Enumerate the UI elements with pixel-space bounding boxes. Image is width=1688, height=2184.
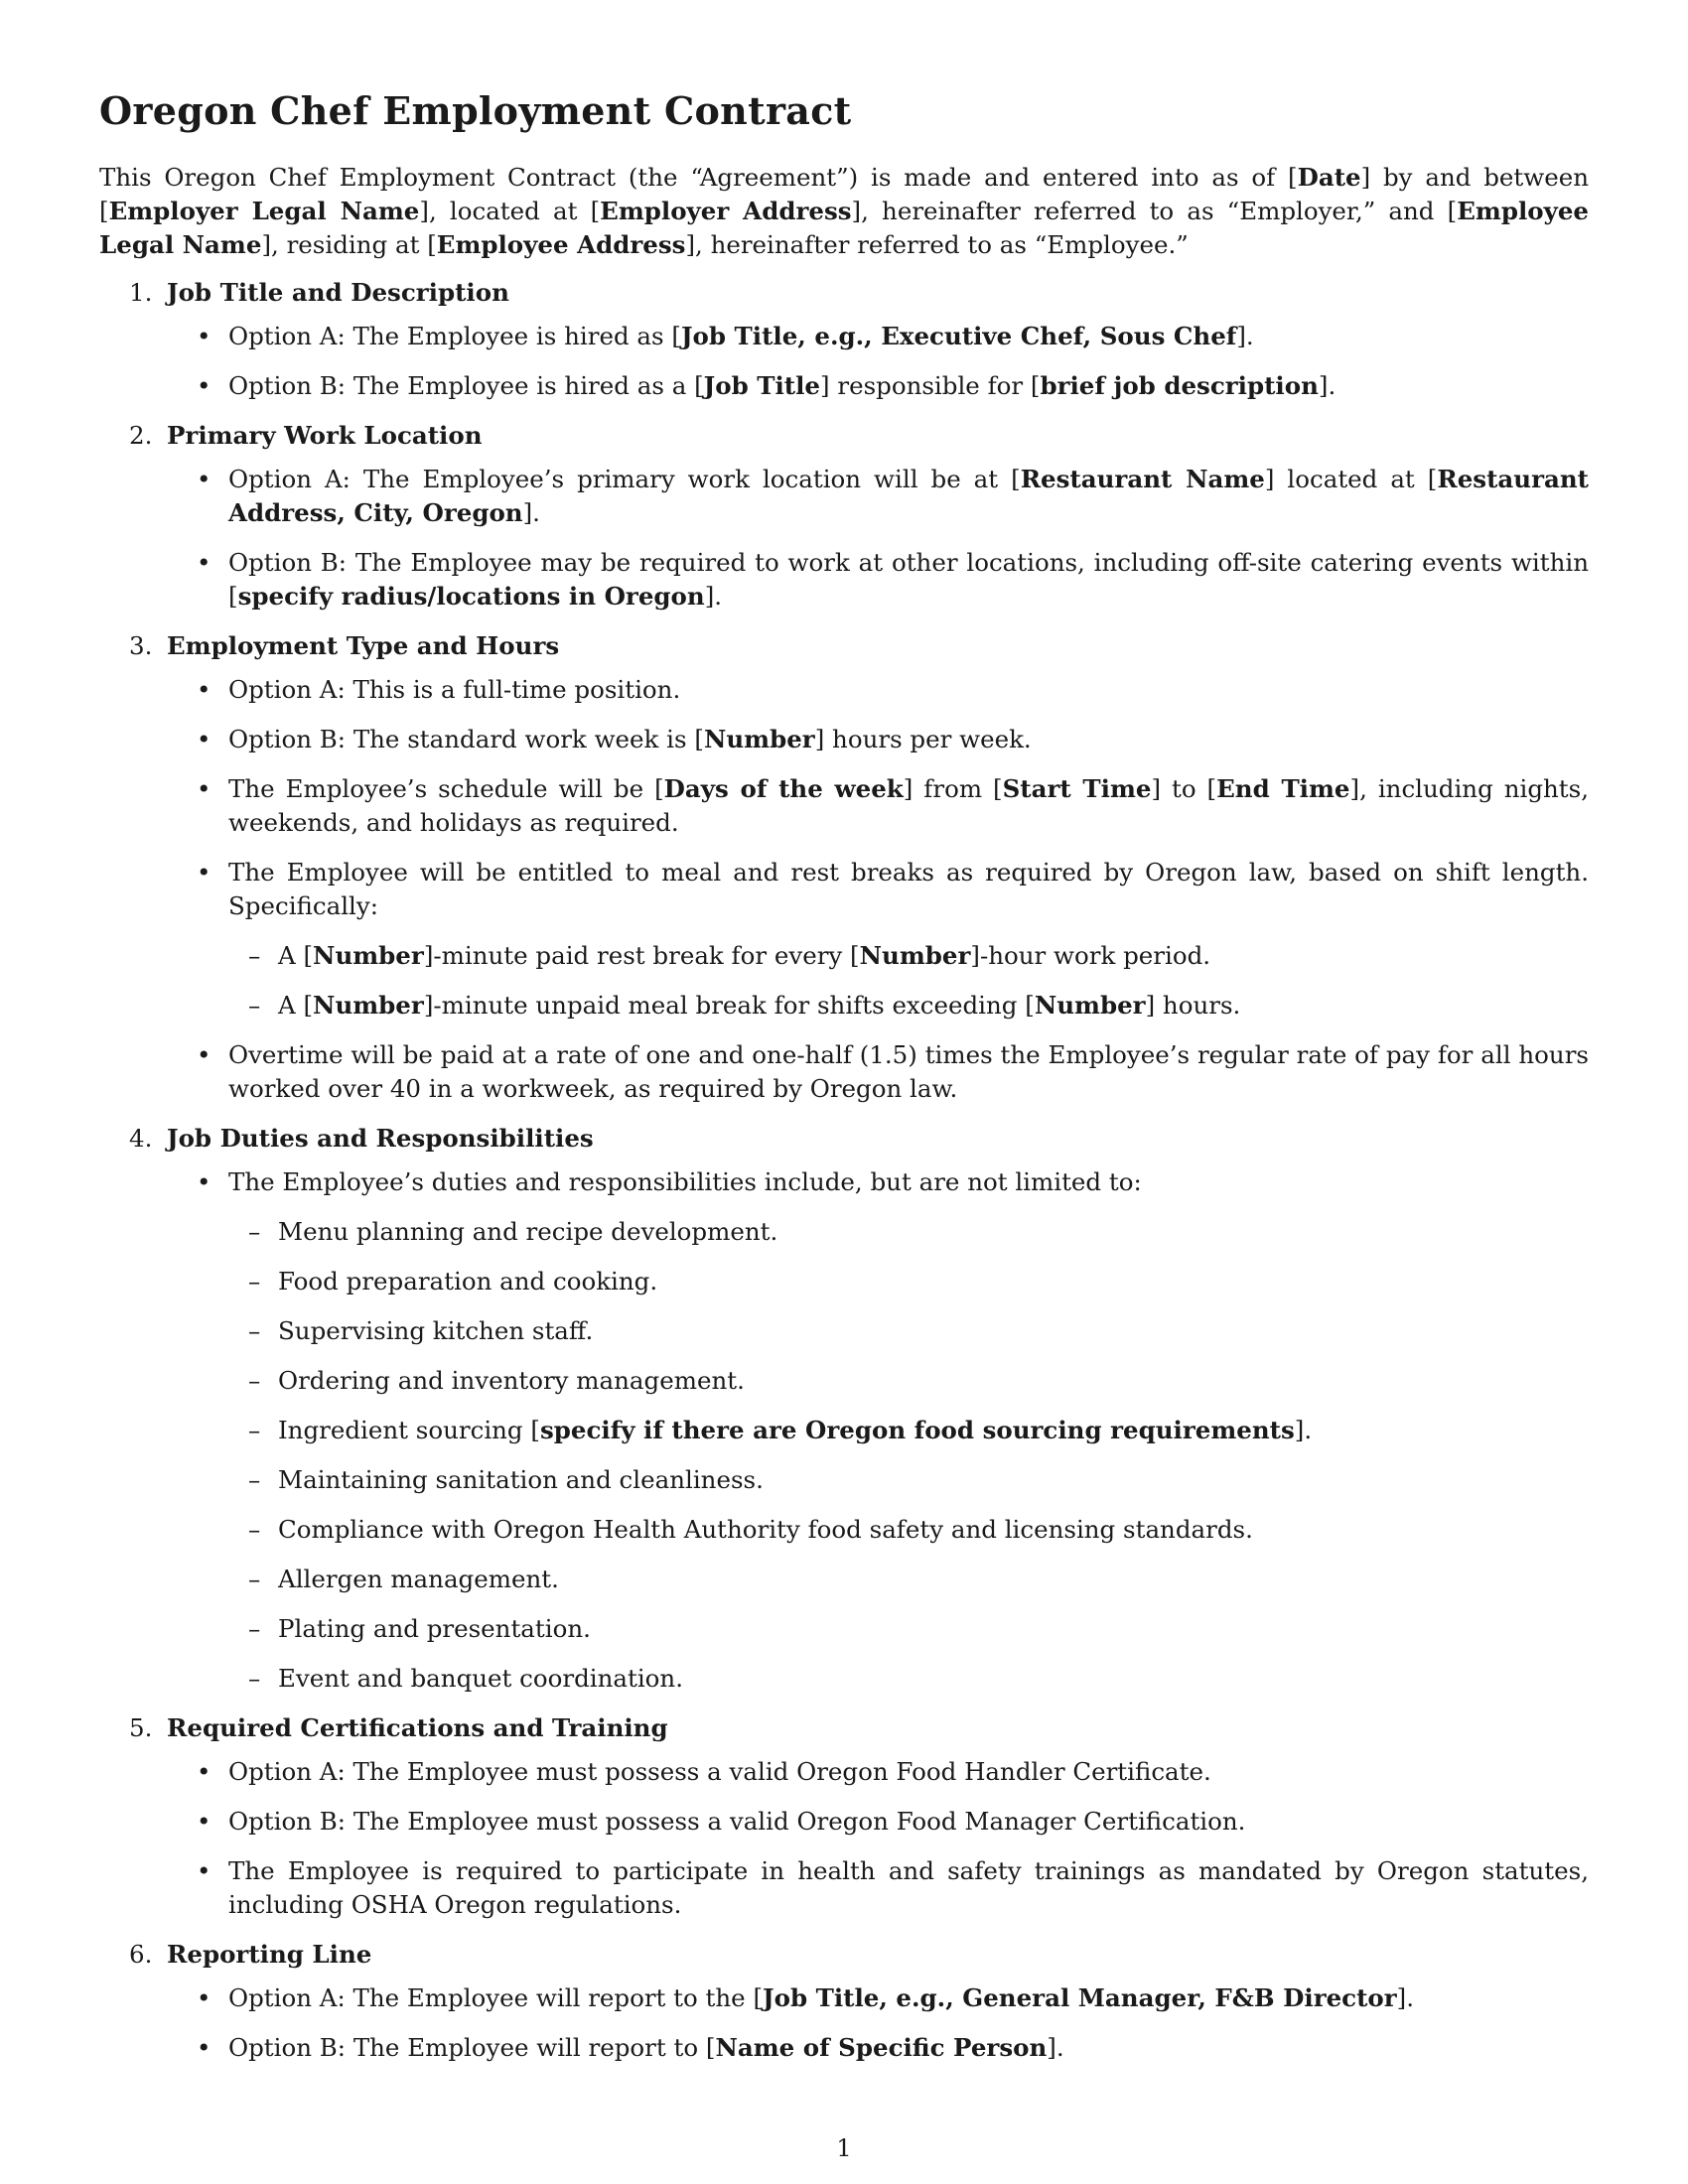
section-title: Required Certifications and Training xyxy=(167,1713,668,1742)
list-item: • Overtime will be paid at a rate of one and one-half (1.5) times the Employee’s regular rate of pay for all hours worked over 40 in a workweek, as required by Oregon law. xyxy=(167,1038,1589,1106)
list-item: • Option A: The Employee must possess a valid Oregon Food Handler Certificate. xyxy=(167,1755,1589,1789)
section-title: Employment Type and Hours xyxy=(167,631,560,660)
section-reporting-line xyxy=(99,1938,1589,2065)
section-certifications xyxy=(99,1711,1589,1922)
placeholder-employer-address: Employer Address xyxy=(600,197,852,225)
list-item: • Option A: The Employee will report to the [Job Title, e.g., General Manager, F&B Director]. xyxy=(167,1981,1589,2015)
sub-list-item: – Supervising kitchen staff. xyxy=(228,1314,1589,1348)
section-title: Primary Work Location xyxy=(167,421,483,450)
list-item: • Option B: The standard work week is [Number] hours per week. xyxy=(167,723,1589,756)
sub-list-item: – Plating and presentation. xyxy=(228,1612,1589,1646)
page-number: 1 xyxy=(836,2134,852,2162)
intro-paragraph: This Oregon Chef Employment Contract (the “Agreement”) is made and entered into as of [Date] by and between [Employer Legal Name], located at [Employer Address], hereinafter referred to as “Employer,” and [Employee Legal Name], residing at [Employee Address], hereinafter referred to as “Employee.” xyxy=(99,163,1590,259)
sub-list-item: – Maintaining sanitation and cleanliness. xyxy=(228,1463,1589,1497)
sub-list-item: – Ingredient sourcing [specify if there are Oregon food sourcing requirements]. xyxy=(228,1414,1589,1447)
section-employment-type xyxy=(99,629,1589,1106)
sub-list-item: – Food preparation and cooking. xyxy=(228,1265,1589,1298)
section-title: Job Title and Description xyxy=(167,278,509,307)
section-work-location xyxy=(99,419,1589,614)
section-number: 2. xyxy=(129,421,153,450)
list-item: • Option B: The Employee will report to [Name of Specific Person]. xyxy=(167,2031,1589,2065)
document-page xyxy=(99,87,1589,2081)
section-job-duties xyxy=(99,1122,1589,1696)
placeholder-date: Date xyxy=(1297,163,1361,192)
section-number: 6. xyxy=(129,1940,153,1969)
sub-list-item: – Allergen management. xyxy=(228,1563,1589,1596)
list-item: • Option A: This is a full-time position. xyxy=(167,673,1589,707)
sub-list-item: – Event and banquet coordination. xyxy=(228,1662,1589,1696)
sub-list-item: – Menu planning and recipe development. xyxy=(228,1215,1589,1249)
section-number: 4. xyxy=(129,1124,153,1153)
list-item: • Option B: The Employee may be required to work at other locations, including off-site catering events within [specify radius/locations in Oregon]. xyxy=(167,546,1589,614)
page-title: Oregon Chef Employment Contract xyxy=(99,88,852,133)
list-item: • The Employee will be entitled to meal and rest breaks as required by Oregon law, based on shift length. Specifically: – A [Number]-minute paid rest break for every [Number]-hour work period. – A [Number]-minute unpaid meal break for shifts exceeding [Number] hours. xyxy=(167,856,1589,1023)
list-item: • The Employee is required to participate in health and safety trainings as mandated by Oregon statutes, including OSHA Oregon regulations. xyxy=(167,1854,1589,1922)
placeholder-employer-name: Employer Legal Name xyxy=(108,197,420,225)
list-item: • Option A: The Employee’s primary work location will be at [Restaurant Name] located at [Restaurant Address, City, Oregon]. xyxy=(167,463,1589,530)
sub-list-item: – Compliance with Oregon Health Authority food safety and licensing standards. xyxy=(228,1513,1589,1547)
list-item: • Option B: The Employee is hired as a [Job Title] responsible for [brief job description]. xyxy=(167,369,1589,403)
placeholder-employee-name: Employee Legal Name xyxy=(99,197,1590,259)
list-item: • The Employee’s schedule will be [Days of the week] from [Start Time] to [End Time], including nights, weekends, and holidays as required. xyxy=(167,772,1589,840)
section-number: 3. xyxy=(129,631,153,660)
section-number: 1. xyxy=(129,278,153,307)
section-title: Job Duties and Responsibilities xyxy=(167,1124,594,1153)
sub-list-item: – Ordering and inventory management. xyxy=(228,1364,1589,1398)
list-item: • The Employee’s duties and responsibilities include, but are not limited to: – Menu planning and recipe development. – Food preparation and cooking. – Supervising kitchen staff. – Ordering and inventory management. – Ingredient sourcing [specify if there are Oregon food sourcing requirements]. – Maintaining sanitation and cleanliness. – Compliance with Oregon Health Authority food safety and licensing standards. – Allergen management. – Plating and presentation. – Event and banquet coordination. xyxy=(167,1165,1589,1696)
sub-list-item: – A [Number]-minute paid rest break for every [Number]-hour work period. xyxy=(228,939,1589,973)
placeholder-employee-address: Employee Address xyxy=(436,230,686,259)
sub-list-item: – A [Number]-minute unpaid meal break for shifts exceeding [Number] hours. xyxy=(228,989,1589,1023)
list-item: • Option A: The Employee is hired as [Job Title, e.g., Executive Chef, Sous Chef]. xyxy=(167,320,1589,353)
section-title: Reporting Line xyxy=(167,1940,372,1969)
section-job-title xyxy=(99,276,1589,403)
list-item: • Option B: The Employee must possess a valid Oregon Food Manager Certification. xyxy=(167,1805,1589,1839)
contract-sections xyxy=(99,276,1589,2065)
section-number: 5. xyxy=(129,1713,153,1742)
